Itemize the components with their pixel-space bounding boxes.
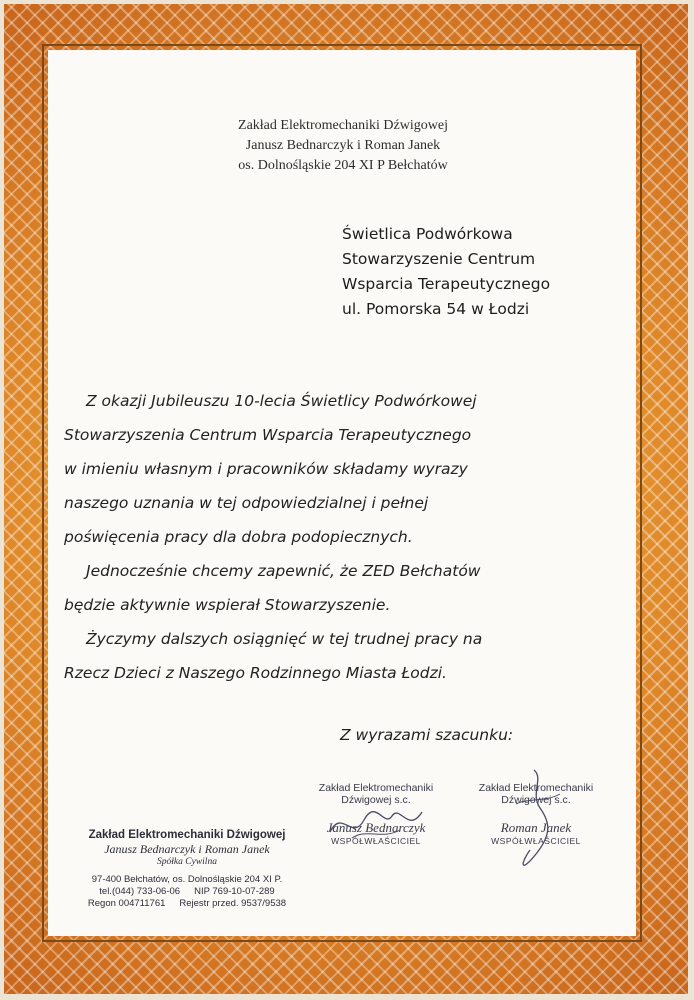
recipient-line-3: Wsparcia Terapeutycznego (342, 275, 551, 293)
stamp-owners: Janusz Bednarczyk i Roman Janek (104, 842, 270, 856)
stamp-address: 97-400 Bełchatów, os. Dolnośląskie 204 XI P. (91, 874, 283, 885)
signatory-role: WSPÓŁWŁAŚCICIEL (491, 836, 581, 846)
company-stamp (62, 828, 312, 910)
stamp-company-name: Zakład Elektromechaniki Dźwigowej (88, 829, 286, 841)
sender-address (178, 116, 508, 176)
letter-line: będzie aktywnie wspierał Stowarzyszenie. (64, 596, 391, 614)
recipient-line-4: ul. Pomorska 54 w Łodzi (342, 300, 530, 318)
letter-line: Stowarzyszenia Centrum Wsparcia Terapeutycznego (64, 426, 472, 444)
stamp-company-line: Zakład Elektromechaniki (478, 782, 594, 794)
letter-line: Życzymy dalszych osiągnięć w tej trudnej pracy na (86, 630, 483, 648)
signature-stamp-1 (296, 782, 456, 846)
recipient-line-1: Świetlica Podwórkowa (342, 225, 513, 243)
letter-line: naszego uznania w tej odpowiedzialnej i pełnej (64, 494, 429, 512)
closing-phrase: Z wyrazami szacunku: (340, 726, 514, 744)
signatory-role: WSPÓŁWŁAŚCICIEL (331, 836, 421, 846)
recipient-line-2: Stowarzyszenie Centrum (342, 250, 536, 268)
stamp-company-line: Dźwigowej s.c. (501, 794, 571, 806)
signature-stamp-2 (456, 782, 616, 846)
stamp-company-line: Zakład Elektromechaniki (318, 782, 434, 794)
signatory-name: Roman Janek (500, 820, 572, 835)
stamp-regon: Regon 004711761 (87, 898, 166, 909)
letter-line: poświęcenia pracy dla dobra podopiecznych. (64, 528, 413, 546)
letter-line: Rzecz Dzieci z Naszego Rodzinnego Miasta Łodzi. (64, 664, 447, 682)
signatory-name: Janusz Bednarczyk (326, 820, 426, 835)
stamp-phone: tel.(044) 733-06-06 (99, 886, 181, 897)
sender-owners: Janusz Bednarczyk i Roman Janek (245, 138, 441, 153)
stamp-company-line: Dźwigowej s.c. (341, 794, 411, 806)
letter-line: Jednocześnie chcemy zapewnić, że ZED Bełchatów (86, 562, 481, 580)
stamp-register: Rejestr przed. 9537/9538 (179, 898, 287, 909)
letter-line: w imieniu własnym i pracowników składamy wyrazy (64, 460, 468, 478)
recipient-address (342, 222, 622, 322)
stamp-legal-form: Spółka Cywilna (157, 857, 217, 867)
stamp-contact-row (62, 886, 312, 898)
letter-body (64, 384, 624, 690)
letter-line: Z okazji Jubileuszu 10-lecia Świetlicy Podwórkowej (86, 392, 477, 410)
stamp-registry-row (62, 898, 312, 910)
stamp-nip: NIP 769-10-07-289 (194, 886, 275, 897)
sender-company: Zakład Elektromechaniki Dźwigowej (238, 118, 448, 133)
sender-street: os. Dolnośląskie 204 XI P Bełchatów (238, 158, 448, 173)
